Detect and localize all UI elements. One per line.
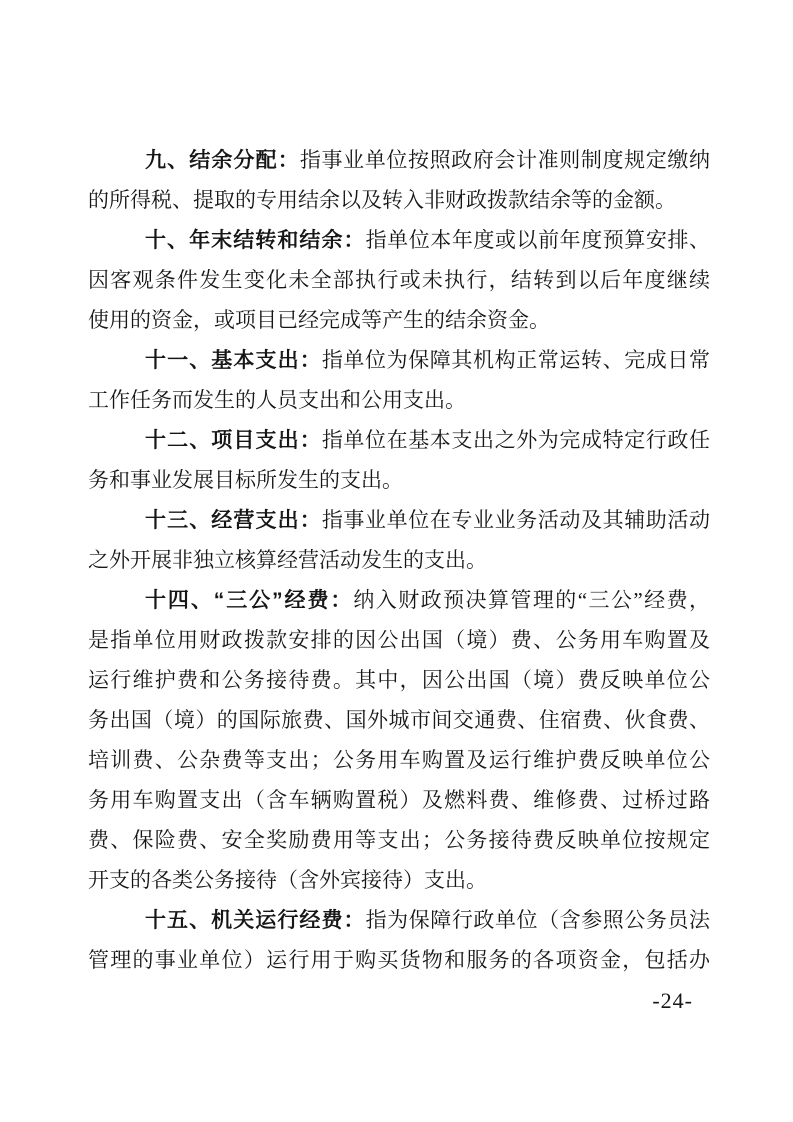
text-line — [88, 140, 710, 180]
text-line — [88, 420, 710, 460]
text-line: 务出国（境）的国际旅费、国外城市间交通费、住宿费、伙食费、 — [88, 708, 710, 732]
term-definition-start: 指事业单位在专业业务活动及其辅助活动 — [321, 508, 710, 532]
text-line: 培训费、公杂费等支出；公务用车购置及运行维护费反映单位公 — [88, 748, 710, 772]
text-line — [88, 220, 710, 260]
term-definition-start: 指单位在基本支出之外为完成特定行政任 — [321, 428, 710, 452]
text-line: 费、保险费、安全奖励费用等支出；公务接待费反映单位按规定 — [88, 828, 710, 852]
text-line: 之外开展非独立核算经营活动发生的支出。 — [88, 548, 487, 572]
term-definition-start: 纳入财政预决算管理的“三公”经费， — [353, 588, 710, 612]
text-line: 务和事业发展目标所发生的支出。 — [88, 468, 403, 492]
term-definition-start: 指单位本年度或以前年度预算安排、 — [365, 228, 710, 252]
text-line — [88, 500, 710, 540]
term-definition-start: 指为保障行政单位（含参照公务员法 — [365, 908, 710, 932]
term-label: 十一、基本支出： — [145, 349, 322, 372]
text-line: 务用车购置支出（含车辆购置税）及燃料费、维修费、过桥过路 — [88, 788, 710, 812]
term-definition-start: 指单位为保障其机构正常运转、完成日常 — [321, 348, 710, 372]
text-line — [88, 900, 710, 940]
text-content — [88, 140, 710, 980]
term-label: 九、结余分配： — [145, 149, 300, 172]
term-label: 十五、机关运行经费： — [145, 909, 366, 932]
text-line — [88, 340, 710, 380]
term-definition-start: 指事业单位按照政府会计准则制度规定缴纳 — [299, 148, 710, 172]
text-line: 的所得税、提取的专用结余以及转入非财政拨款结余等的金额。 — [88, 188, 676, 212]
page-number: -24- — [652, 988, 693, 1013]
text-line: 使用的资金，或项目已经完成等产生的结余资金。 — [88, 308, 550, 332]
text-line: 管理的事业单位）运行用于购买货物和服务的各项资金，包括办 — [88, 948, 710, 972]
text-line: 运行维护费和公务接待费。其中，因公出国（境）费反映单位公 — [88, 668, 710, 692]
term-label: 十、年末结转和结余： — [145, 229, 366, 252]
text-line: 是指单位用财政拨款安排的因公出国（境）费、公务用车购置及 — [88, 628, 710, 652]
term-label: 十二、项目支出： — [145, 429, 322, 452]
text-line — [88, 580, 710, 620]
term-label: 十三、经营支出： — [145, 509, 322, 532]
text-line: 开支的各类公务接待（含外宾接待）支出。 — [88, 868, 487, 892]
text-line: 因客观条件发生变化未全部执行或未执行，结转到以后年度继续 — [88, 268, 710, 292]
text-line: 工作任务而发生的人员支出和公用支出。 — [88, 388, 466, 412]
term-label: 十四、“三公”经费： — [145, 589, 354, 612]
